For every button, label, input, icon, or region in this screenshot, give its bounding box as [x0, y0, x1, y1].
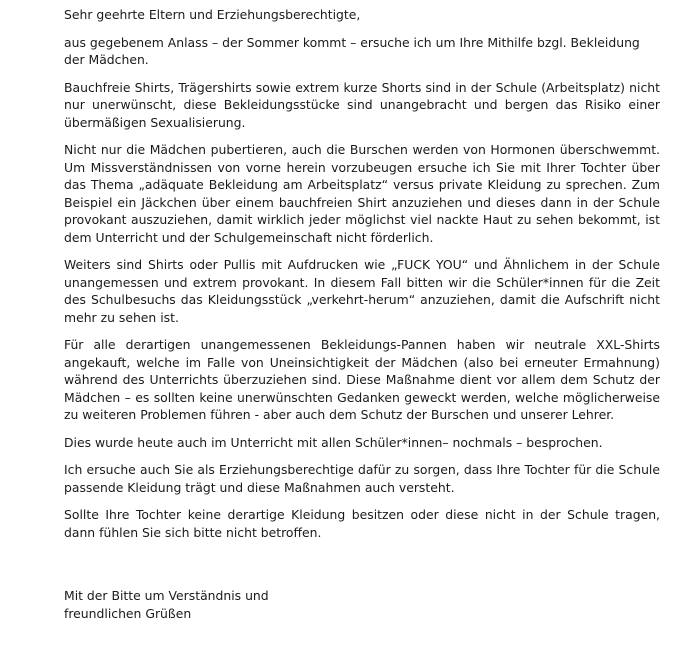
salutation: Sehr geehrte Eltern und Erziehungsberechtigte, [64, 7, 361, 22]
closing-line-1: Mit der Bitte um Verständnis und [64, 588, 269, 603]
paragraph-intro: aus gegebenem Anlass – der Sommer kommt – ersuche ich um Ihre Mithilfe bzgl. Bekleidung der Mädchen. [64, 34, 640, 67]
paragraph-discussed: Dies wurde heute auch im Unterricht mit allen Schüler*innen– nochmals – besprochen. [64, 434, 603, 450]
paragraph-xxl-shirts: Für alle derartigen unangemessenen Bekleidungs-Pannen haben wir neutrale XXL-Shirts angekauft, welche im Falle von Uneinsichtigkeit der Mädchen (also bei erneuter Ermahnung) während des Unterrichts überzuziehen sind. Diese Maßnahme dient vor allem dem Schutz der Mädchen – es sollten keine unerwünschten Gedanken geweckt werden, welche möglicherweise zu weiteren Problemen führen - aber auch dem Schutz der Burschen und unserer Lehrer. [64, 337, 660, 422]
closing-line-2: freundlichen Grüßen [64, 605, 192, 621]
spacer [64, 551, 660, 587]
paragraph-clothing-rules: Bauchfreie Shirts, Trägershirts sowie extrem kurze Shorts sind in der Schule (Arbeitsplatz) nicht nur unerwünscht, diese Bekleidungsstücke sind unangebracht und bergen das Risiko einer übermäßigen Sexualisierung. [64, 79, 660, 130]
paragraph-hormones: Nicht nur die Mädchen pubertieren, auch die Burschen werden von Hormonen überschwemmt. Um Missverständnissen von vorne herein vorzubeugen ersuche ich Sie mit Ihrer Tochter über das Thema „adäquate Bekleidung am Arbeitsplatz“ versus private Kleidung zu sprechen. Zum Beispiel ein Jäckchen über einem bauchfreien Shirt anzuziehen und dieses dann in der Schule provokant auszuziehen, damit wirklich jeder möglichst viel nackte Haut zu sehen bekommt, ist dem Unterricht und der Schulgemeinschaft nicht förderlich. [64, 142, 660, 245]
paragraph-prints: Weiters sind Shirts oder Pullis mit Aufdrucken wie „FUCK YOU“ und Ähnlichem in der Schule unangemessen und extrem provokant. In diesem Fall bitten wir die Schüler*innen für die Zeit des Schulbesuchs das Kleidungsstück „verkehrt-herum“ anzuziehen, damit die Aufschrift nicht mehr zu sehen ist. [64, 257, 660, 325]
paragraph-request: Ich ersuche auch Sie als Erziehungsberechtige dafür zu sorgen, dass Ihre Tochter für die Schule passende Kleidung trägt und diese Maßnahmen auch versteht. [64, 462, 660, 495]
paragraph-not-affected: Sollte Ihre Tochter keine derartige Kleidung besitzen oder diese nicht in der Schule tragen, dann fühlen Sie sich bitte nicht betroffen. [64, 507, 660, 540]
closing [64, 587, 660, 622]
